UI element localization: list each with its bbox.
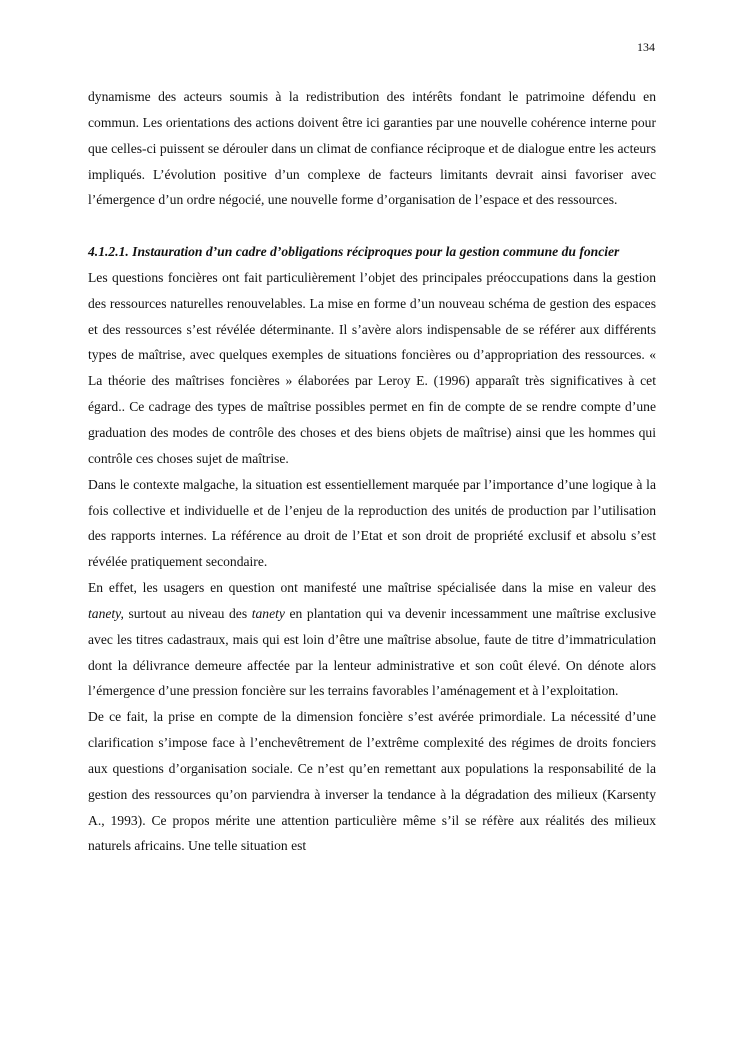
paragraph-malagasy-context: Dans le contexte malgache, la situation est essentiellement marquée par l’importance d’une logique à la fois collective et individuelle et de l’enjeu de la reproduction des unités de production par l’utilisation des rapports internes. La référence au droit de l’Etat et son droit de propriété exclusif et absolu s’est révélée pratiquement secondaire.	[88, 476, 656, 570]
paragraph-spacer	[88, 213, 656, 239]
paragraph-land-questions: Les questions foncières ont fait particulièrement l’objet des principales préoccupations dans la gestion des ressources naturelles renouvelables. La mise en forme d’un nouveau schéma de gestion des espaces et des ressources s’est révélée déterminante. Il s’avère alors indispensable de se référer aux différents types de maîtrise, avec quelques exemples de situations foncières ou d’appropriation des ressources. « La théorie des maîtrises foncières » élaborées par Leroy E. (1996) apparaît très significatives à cet égard.. Ce cadrage des types de maîtrise possibles permet en fin de compte de se rendre compte d’une graduation des modes de contrôle des choses et des biens objets de maîtrise) ainsi que les hommes qui contrôle ces choses sujet de maîtrise.	[88, 269, 656, 466]
paragraph-land-dimension: De ce fait, la prise en compte de la dimension foncière s’est avérée primordiale. La nécessité d’une clarification s’impose face à l’enchevêtrement de l’extrême complexité des régimes de droits fonciers aux questions d’organisation sociale. Ce n’est qu’en remettant aux populations la responsabilité de la gestion des ressources qu’on parviendra à inverser la tendance à la dégradation des milieux (Karsenty A., 1993). Ce propos mérite une attention particulière même s’il se réfère aux réalités des milieux naturels africains. Une telle situation est	[88, 709, 656, 854]
paragraph-tanety	[88, 575, 656, 704]
tanety-term: tanety	[251, 605, 285, 621]
paragraph-tanety-text-1: En effet, les usagers en question ont manifesté une maîtrise spécialisée dans la mise en valeur des	[88, 580, 656, 596]
page-number: 134	[637, 40, 655, 54]
document-body	[88, 84, 656, 859]
paragraph-tanety-text-2: surtout au niveau des	[123, 605, 252, 621]
tanety-term: tanety,	[88, 605, 124, 621]
section-heading: 4.1.2.1. Instauration d’un cadre d’obligations réciproques pour la gestion commune du foncier	[88, 244, 620, 260]
paragraph-tanety-text-3: en plantation qui va devenir incessamment une maîtrise exclusive avec les titres cadastraux, mais qui est loin d’être une maîtrise absolue, faute de titre d’immatriculation dont la délivrance demeure affectée par la lenteur administrative et son coût élevé. On dénote alors l’émergence d’une pression foncière sur les terrains favorables l’aménagement et à l’exploitation.	[88, 605, 656, 699]
paragraph-intro: dynamisme des acteurs soumis à la redistribution des intérêts fondant le patrimoine défendu en commun. Les orientations des actions doivent être ici garanties par une nouvelle cohérence interne pour que celles-ci puissent se dérouler dans un climat de confiance réciproque et de dialogue entre les acteurs impliqués. L’évolution positive d’un complexe de facteurs limitants devrait ainsi favoriser avec l’émergence d’un ordre négocié, une nouvelle forme d’organisation de l’espace et des ressources.	[88, 89, 656, 208]
